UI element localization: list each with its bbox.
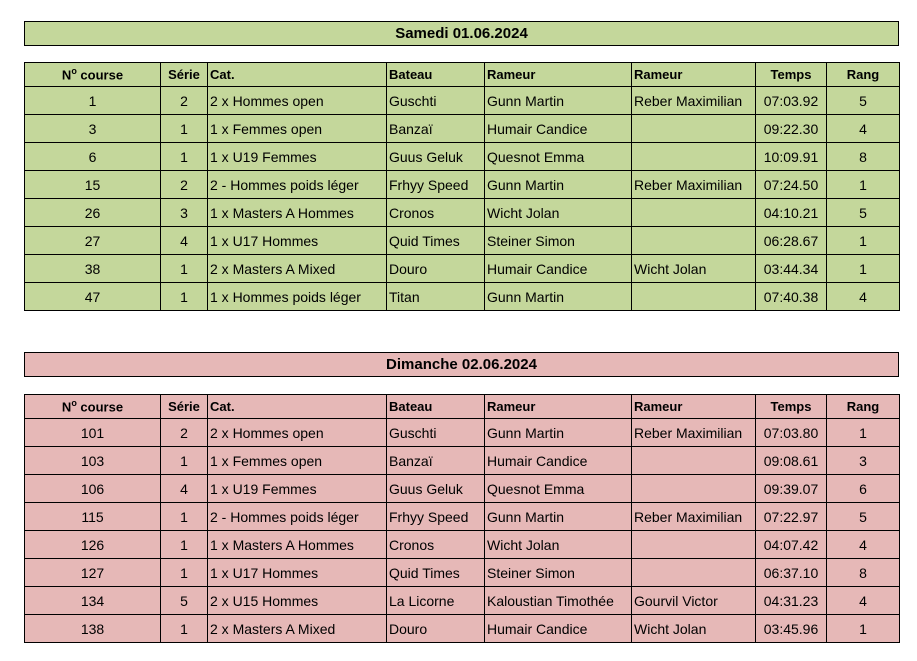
cell-course: 27 xyxy=(25,227,161,255)
cell-rang: 1 xyxy=(827,171,900,199)
cell-bateau: Titan xyxy=(387,283,485,311)
cell-course: 3 xyxy=(25,115,161,143)
cell-serie: 1 xyxy=(161,115,208,143)
cell-cat: 1 x U19 Femmes xyxy=(208,475,387,503)
col-header-course: $N^o$ course xyxy=(25,63,161,87)
cell-cat: 2 - Hommes poids léger xyxy=(208,171,387,199)
cell-rang: 1 xyxy=(827,419,900,447)
cell-serie: 1 xyxy=(161,559,208,587)
cell-serie: 1 xyxy=(161,283,208,311)
cell-rameur-1: Kaloustian Timothée xyxy=(485,587,632,615)
table-row xyxy=(25,143,900,171)
cell-serie: 1 xyxy=(161,615,208,643)
cell-bateau: Cronos xyxy=(387,199,485,227)
cell-serie: 2 xyxy=(161,171,208,199)
cell-bateau: Quid Times xyxy=(387,559,485,587)
table-row xyxy=(25,587,900,615)
cell-course: 47 xyxy=(25,283,161,311)
cell-cat: 1 x Femmes open xyxy=(208,115,387,143)
cell-course: 15 xyxy=(25,171,161,199)
cell-rameur-1: Gunn Martin xyxy=(485,87,632,115)
cell-rameur-2 xyxy=(632,283,756,311)
cell-rameur-2 xyxy=(632,115,756,143)
cell-cat: 2 x Hommes open xyxy=(208,87,387,115)
cell-temps: 07:03.92 xyxy=(756,87,827,115)
cell-rang: 1 xyxy=(827,227,900,255)
cell-serie: 1 xyxy=(161,503,208,531)
cell-cat: 1 x Masters A Hommes xyxy=(208,199,387,227)
cell-cat: 1 x U17 Hommes xyxy=(208,227,387,255)
cell-temps: 07:40.38 xyxy=(756,283,827,311)
cell-rameur-2 xyxy=(632,475,756,503)
table-row xyxy=(25,475,900,503)
cell-temps: 07:22.97 xyxy=(756,503,827,531)
cell-rameur-1: Gunn Martin xyxy=(485,419,632,447)
col-header-temps: Temps xyxy=(756,63,827,87)
cell-bateau: Banzaï xyxy=(387,447,485,475)
cell-temps: 06:37.10 xyxy=(756,559,827,587)
cell-course: 6 xyxy=(25,143,161,171)
cell-cat: 1 x U17 Hommes xyxy=(208,559,387,587)
cell-serie: 2 xyxy=(161,419,208,447)
table-row xyxy=(25,503,900,531)
cell-rang: 1 xyxy=(827,255,900,283)
cell-serie: 1 xyxy=(161,447,208,475)
cell-rameur-1: Humair Candice xyxy=(485,615,632,643)
cell-rang: 6 xyxy=(827,475,900,503)
cell-rameur-2 xyxy=(632,531,756,559)
col-header-course: $N^o$ course xyxy=(25,395,161,419)
col-header-rang: Rang xyxy=(827,395,900,419)
cell-rameur-2: Wicht Jolan xyxy=(632,615,756,643)
cell-serie: 4 xyxy=(161,475,208,503)
table-row xyxy=(25,199,900,227)
cell-rameur-1: Steiner Simon xyxy=(485,559,632,587)
sunday-rows xyxy=(25,419,900,643)
table-header-row xyxy=(25,395,900,419)
cell-serie: 3 xyxy=(161,199,208,227)
cell-course: 1 xyxy=(25,87,161,115)
col-header-serie: Série xyxy=(161,395,208,419)
cell-bateau: Guschti xyxy=(387,419,485,447)
cell-course: 26 xyxy=(25,199,161,227)
cell-bateau: Guus Geluk xyxy=(387,143,485,171)
cell-temps: 09:39.07 xyxy=(756,475,827,503)
cell-temps: 04:31.23 xyxy=(756,587,827,615)
cell-rang: 8 xyxy=(827,143,900,171)
cell-course: 126 xyxy=(25,531,161,559)
cell-cat: 1 x U19 Femmes xyxy=(208,143,387,171)
cell-rameur-2 xyxy=(632,227,756,255)
cell-temps: 09:08.61 xyxy=(756,447,827,475)
cell-rameur-1: Humair Candice xyxy=(485,447,632,475)
col-header-bateau: Bateau xyxy=(387,395,485,419)
cell-course: 138 xyxy=(25,615,161,643)
cell-course: 103 xyxy=(25,447,161,475)
cell-rang: 4 xyxy=(827,587,900,615)
cell-serie: 1 xyxy=(161,143,208,171)
cell-bateau: Douro xyxy=(387,615,485,643)
cell-rameur-1: Wicht Jolan xyxy=(485,531,632,559)
cell-temps: 07:03.80 xyxy=(756,419,827,447)
cell-temps: 07:24.50 xyxy=(756,171,827,199)
col-header-rameur-1: Rameur xyxy=(485,395,632,419)
saturday-results-table xyxy=(24,62,900,311)
cell-cat: 1 x Hommes poids léger xyxy=(208,283,387,311)
cell-rang: 5 xyxy=(827,87,900,115)
cell-rameur-2: Reber Maximilian xyxy=(632,419,756,447)
table-row xyxy=(25,227,900,255)
col-header-rameur-2: Rameur xyxy=(632,63,756,87)
cell-rang: 4 xyxy=(827,115,900,143)
cell-temps: 03:45.96 xyxy=(756,615,827,643)
table-row xyxy=(25,283,900,311)
cell-rang: 8 xyxy=(827,559,900,587)
cell-serie: 5 xyxy=(161,587,208,615)
cell-cat: 2 x U15 Hommes xyxy=(208,587,387,615)
cell-cat: 1 x Femmes open xyxy=(208,447,387,475)
cell-cat: 2 x Masters A Mixed xyxy=(208,615,387,643)
cell-bateau: La Licorne xyxy=(387,587,485,615)
cell-rameur-2: Reber Maximilian xyxy=(632,503,756,531)
cell-rameur-2: Gourvil Victor xyxy=(632,587,756,615)
cell-rang: 3 xyxy=(827,447,900,475)
cell-rameur-1: Gunn Martin xyxy=(485,283,632,311)
cell-serie: 2 xyxy=(161,87,208,115)
table-row xyxy=(25,615,900,643)
col-header-serie: Série xyxy=(161,63,208,87)
cell-rameur-1: Humair Candice xyxy=(485,115,632,143)
table-row xyxy=(25,255,900,283)
cell-serie: 1 xyxy=(161,255,208,283)
cell-rameur-2 xyxy=(632,199,756,227)
cell-rameur-1: Gunn Martin xyxy=(485,503,632,531)
cell-cat: 2 - Hommes poids léger xyxy=(208,503,387,531)
cell-course: 134 xyxy=(25,587,161,615)
table-row xyxy=(25,447,900,475)
cell-rameur-2: Reber Maximilian xyxy=(632,171,756,199)
table-row xyxy=(25,531,900,559)
cell-temps: 10:09.91 xyxy=(756,143,827,171)
table-header-row xyxy=(25,63,900,87)
col-header-rang: Rang xyxy=(827,63,900,87)
saturday-title: Samedi 01.06.2024 xyxy=(24,21,899,46)
cell-cat: 2 x Hommes open xyxy=(208,419,387,447)
col-header-rameur-1: Rameur xyxy=(485,63,632,87)
cell-rameur-2: Wicht Jolan xyxy=(632,255,756,283)
cell-bateau: Douro xyxy=(387,255,485,283)
cell-bateau: Quid Times xyxy=(387,227,485,255)
table-row xyxy=(25,171,900,199)
col-header-cat: Cat. xyxy=(208,63,387,87)
cell-rameur-2 xyxy=(632,143,756,171)
cell-course: 38 xyxy=(25,255,161,283)
table-row xyxy=(25,559,900,587)
cell-course: 101 xyxy=(25,419,161,447)
cell-rameur-2: Reber Maximilian xyxy=(632,87,756,115)
sunday-results-table xyxy=(24,394,900,643)
cell-rameur-1: Quesnot Emma xyxy=(485,475,632,503)
cell-bateau: Banzaï xyxy=(387,115,485,143)
cell-rameur-1: Humair Candice xyxy=(485,255,632,283)
cell-cat: 2 x Masters A Mixed xyxy=(208,255,387,283)
sunday-title: Dimanche 02.06.2024 xyxy=(24,352,899,377)
col-header-bateau: Bateau xyxy=(387,63,485,87)
cell-serie: 4 xyxy=(161,227,208,255)
cell-serie: 1 xyxy=(161,531,208,559)
cell-rang: 5 xyxy=(827,199,900,227)
table-row xyxy=(25,87,900,115)
cell-rang: 1 xyxy=(827,615,900,643)
cell-course: 127 xyxy=(25,559,161,587)
cell-rameur-1: Quesnot Emma xyxy=(485,143,632,171)
cell-course: 115 xyxy=(25,503,161,531)
cell-rang: 4 xyxy=(827,283,900,311)
cell-temps: 06:28.67 xyxy=(756,227,827,255)
cell-rameur-1: Steiner Simon xyxy=(485,227,632,255)
cell-rang: 5 xyxy=(827,503,900,531)
cell-rameur-1: Wicht Jolan xyxy=(485,199,632,227)
cell-temps: 03:44.34 xyxy=(756,255,827,283)
table-row xyxy=(25,419,900,447)
cell-bateau: Frhyy Speed xyxy=(387,503,485,531)
cell-rameur-2 xyxy=(632,447,756,475)
cell-bateau: Guus Geluk xyxy=(387,475,485,503)
cell-bateau: Guschti xyxy=(387,87,485,115)
cell-course: 106 xyxy=(25,475,161,503)
cell-rang: 4 xyxy=(827,531,900,559)
cell-bateau: Cronos xyxy=(387,531,485,559)
cell-rameur-1: Gunn Martin xyxy=(485,171,632,199)
cell-temps: 09:22.30 xyxy=(756,115,827,143)
col-header-temps: Temps xyxy=(756,395,827,419)
saturday-rows xyxy=(25,87,900,311)
col-header-cat: Cat. xyxy=(208,395,387,419)
col-header-rameur-2: Rameur xyxy=(632,395,756,419)
cell-rameur-2 xyxy=(632,559,756,587)
cell-temps: 04:07.42 xyxy=(756,531,827,559)
cell-temps: 04:10.21 xyxy=(756,199,827,227)
table-row xyxy=(25,115,900,143)
cell-bateau: Frhyy Speed xyxy=(387,171,485,199)
cell-cat: 1 x Masters A Hommes xyxy=(208,531,387,559)
